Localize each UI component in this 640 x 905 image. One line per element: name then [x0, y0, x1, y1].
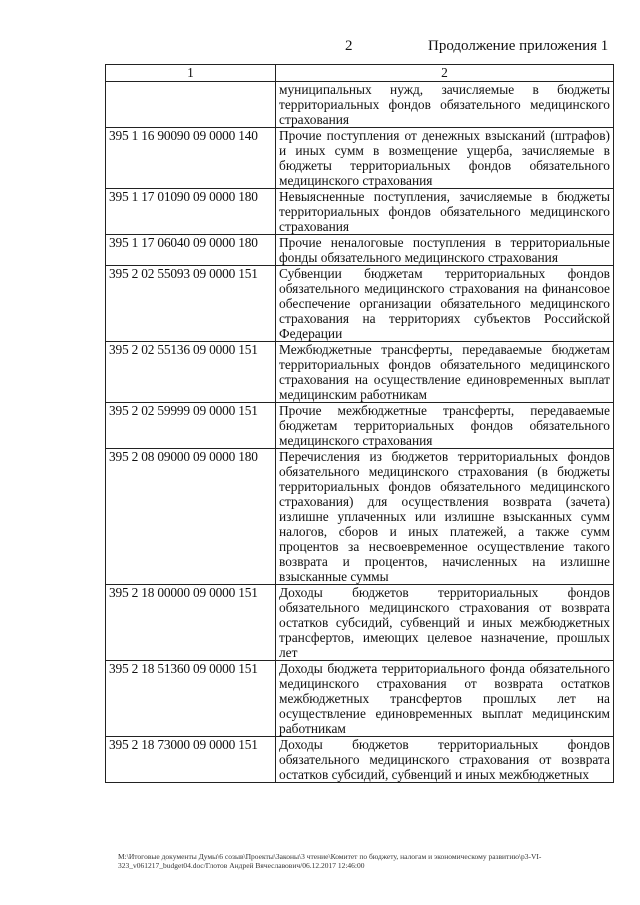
document-footer — [118, 852, 613, 870]
revenue-code: 395 1 17 01090 09 0000 180 — [106, 189, 276, 235]
revenue-code: 395 2 18 00000 09 0000 151 — [106, 585, 276, 661]
revenue-description: Перечисления из бюджетов территориальных фондов обязательного медицинского страхования (в бюджеты территориальных фондов обязательного медицинского страхования) для осуществления возврата (зачета) излишне уплаченных или излишне взысканных сумм налогов, сборов и иных платежей, а также сумм процентов за несвоевременное осуществление такого возврата и процентов, начисленных на излишне взысканные суммы — [276, 449, 614, 585]
page-number: 2 — [345, 38, 353, 54]
column-header-2: 2 — [276, 65, 614, 82]
revenue-description: Доходы бюджета территориального фонда обязательного медицинского страхования от возврата остатков межбюджетных трансфертов прошлых лет на осуществление единовременных выплат медицинским работникам — [276, 661, 614, 737]
revenue-description: Невыясненные поступления, зачисляемые в бюджеты территориальных фондов обязательного медицинского страхования — [276, 189, 614, 235]
revenue-code — [106, 82, 276, 128]
revenue-description: муниципальных нужд, зачисляемые в бюджеты территориальных фондов обязательного медицинского страхования — [276, 82, 614, 128]
revenue-code: 395 2 18 73000 09 0000 151 — [106, 737, 276, 783]
table-row — [106, 235, 614, 266]
table-header-row — [106, 65, 614, 82]
revenue-code: 395 2 18 51360 09 0000 151 — [106, 661, 276, 737]
revenue-code: 395 2 02 59999 09 0000 151 — [106, 403, 276, 449]
table-row — [106, 449, 614, 585]
revenue-description: Прочие поступления от денежных взысканий (штрафов) и иных сумм в возмещение ущерба, зачисляемые в бюджеты территориальных фондов обязательного медицинского страхования — [276, 128, 614, 189]
column-header-1: 1 — [106, 65, 276, 82]
revenue-code: 395 2 08 09000 09 0000 180 — [106, 449, 276, 585]
revenue-description: Субвенции бюджетам территориальных фондов обязательного медицинского страхования на финансовое обеспечение организации обязательного медицинского страхования на территориях субъектов Российской Федерации — [276, 266, 614, 342]
revenue-description: Прочие межбюджетные трансферты, передаваемые бюджетам территориальных фондов обязательного медицинского страхования — [276, 403, 614, 449]
table-row — [106, 585, 614, 661]
table-row — [106, 661, 614, 737]
table-row — [106, 342, 614, 403]
revenue-description: Доходы бюджетов территориальных фондов обязательного медицинского страхования от возврата остатков субсидий, субвенций и иных межбюджетных — [276, 737, 614, 783]
revenue-description: Доходы бюджетов территориальных фондов обязательного медицинского страхования от возврата остатков субсидий, субвенций и иных межбюджетных трансфертов, имеющих целевое назначение, прошлых лет — [276, 585, 614, 661]
revenue-code: 395 1 16 90090 09 0000 140 — [106, 128, 276, 189]
appendix-continuation-label: Продолжение приложения 1 — [428, 38, 609, 54]
revenue-description: Прочие неналоговые поступления в территориальные фонды обязательного медицинского страхования — [276, 235, 614, 266]
table-row — [106, 403, 614, 449]
table-row — [106, 737, 614, 783]
revenue-description: Межбюджетные трансферты, передаваемые бюджетам территориальных фондов обязательного медицинского страхования на осуществление единовременных выплат медицинским работникам — [276, 342, 614, 403]
footer-file-info: 323_v061217_budget04.doc/Глотов Андрей Вячеславович/06.12.2017 12:46:00 — [118, 861, 365, 870]
table-row — [106, 82, 614, 128]
table-row — [106, 128, 614, 189]
footer-file-path: M:\Итоговые документы Думы\6 созыв\Проекты\Законы\3 чтение\Комитет по бюджету, налогам и экономическому развитию\р3-VI- — [118, 852, 542, 861]
table-row — [106, 266, 614, 342]
revenue-code: 395 2 02 55136 09 0000 151 — [106, 342, 276, 403]
revenue-codes-table — [105, 64, 614, 783]
table-row — [106, 189, 614, 235]
revenue-code: 395 2 02 55093 09 0000 151 — [106, 266, 276, 342]
revenue-code: 395 1 17 06040 09 0000 180 — [106, 235, 276, 266]
